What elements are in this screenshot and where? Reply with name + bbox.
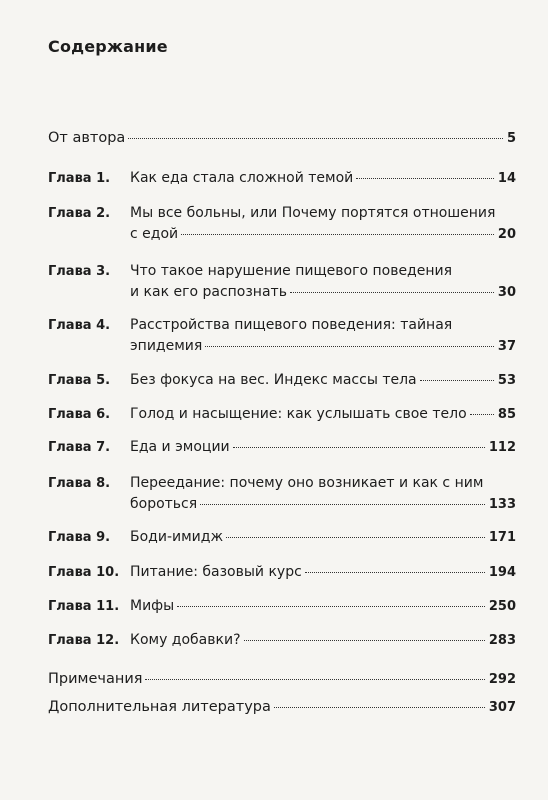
chapter-number: Глава 7. xyxy=(48,440,111,455)
dot-leader xyxy=(205,346,494,347)
toc-page-number: 30 xyxy=(497,285,516,300)
toc-entry-chapter-4[interactable] xyxy=(48,315,516,357)
chapter-title: Боди-имидж xyxy=(130,529,224,545)
toc-entry-chapter-1[interactable] xyxy=(48,168,516,189)
dot-leader xyxy=(128,138,503,139)
toc-entry-chapter-11[interactable] xyxy=(48,596,516,617)
page-title: Содержание xyxy=(48,37,168,56)
chapter-title: Кому добавки? xyxy=(130,632,241,648)
toc-page-number: 53 xyxy=(497,373,516,388)
chapter-number: Глава 11. xyxy=(48,599,120,614)
dot-leader xyxy=(470,414,494,415)
chapter-title-line-2: и как его распознать xyxy=(130,284,287,300)
toc-page-number: 307 xyxy=(488,700,516,715)
dot-leader xyxy=(244,640,485,641)
chapter-title: Еда и эмоции xyxy=(130,439,230,455)
dot-leader xyxy=(181,234,494,235)
chapter-title: Питание: базовый курс xyxy=(130,564,302,580)
chapter-title-line-1: Что такое нарушение пищевого поведения xyxy=(130,263,453,279)
toc-entry-chapter-7[interactable] xyxy=(48,437,516,458)
chapter-title-line-2: бороться xyxy=(130,496,198,512)
toc-entry-chapter-12[interactable] xyxy=(48,630,516,651)
chapter-title-line-1: Расстройства пищевого поведения: тайная xyxy=(130,317,453,333)
chapter-title: Как еда стала сложной темой xyxy=(130,170,354,186)
chapter-number: Глава 8. xyxy=(48,476,111,491)
chapter-title-line-1: Переедание: почему оно возникает и как с ним xyxy=(130,475,484,491)
dot-leader xyxy=(356,178,494,179)
dot-leader xyxy=(305,572,485,573)
dot-leader xyxy=(145,679,484,680)
toc-page-number: 37 xyxy=(497,339,516,354)
toc-page-number: 5 xyxy=(506,131,516,146)
toc-page-number: 14 xyxy=(497,171,516,186)
dot-leader xyxy=(226,537,485,538)
chapter-title-line-2: с едой xyxy=(130,226,179,242)
chapter-number: Глава 12. xyxy=(48,633,120,648)
toc-label: От автора xyxy=(48,130,126,146)
chapter-title: Без фокуса на вес. Индекс массы тела xyxy=(130,372,417,388)
dot-leader xyxy=(200,504,485,505)
toc-entry-chapter-8[interactable] xyxy=(48,473,516,515)
toc-entry-chapter-2[interactable] xyxy=(48,203,516,245)
toc-entry-chapter-9[interactable] xyxy=(48,527,516,548)
toc-page-number: 250 xyxy=(488,599,516,614)
dot-leader xyxy=(274,707,485,708)
toc-entry-further-reading[interactable] xyxy=(48,697,516,718)
toc-page-number: 20 xyxy=(497,227,516,242)
dot-leader xyxy=(233,447,485,448)
toc-page-number: 171 xyxy=(488,530,516,545)
chapter-number: Глава 1. xyxy=(48,171,111,186)
chapter-number: Глава 9. xyxy=(48,530,111,545)
toc-page-number: 133 xyxy=(488,497,516,512)
toc-entry-chapter-5[interactable] xyxy=(48,370,516,391)
chapter-number: Глава 6. xyxy=(48,407,111,422)
toc-page-number: 292 xyxy=(488,672,516,687)
toc-page-number: 85 xyxy=(497,407,516,422)
toc-page-number: 112 xyxy=(488,440,516,455)
toc-page-number: 194 xyxy=(488,565,516,580)
toc-entry-chapter-10[interactable] xyxy=(48,562,516,583)
chapter-number: Глава 3. xyxy=(48,264,111,279)
chapter-title-line-1: Мы все больны, или Почему портятся отношения xyxy=(130,205,496,221)
toc-label: Примечания xyxy=(48,671,143,687)
chapter-title-line-2: эпидемия xyxy=(130,338,203,354)
dot-leader xyxy=(290,292,494,293)
chapter-number: Глава 2. xyxy=(48,206,111,221)
toc-entry-chapter-6[interactable] xyxy=(48,404,516,425)
toc-page-number: 283 xyxy=(488,633,516,648)
toc-entry-chapter-3[interactable] xyxy=(48,261,516,303)
toc-entry-intro[interactable] xyxy=(48,128,516,149)
toc-label: Дополнительная литература xyxy=(48,699,271,715)
chapter-number: Глава 5. xyxy=(48,373,111,388)
dot-leader xyxy=(177,606,485,607)
dot-leader xyxy=(420,380,494,381)
chapter-title: Мифы xyxy=(130,598,175,614)
chapter-number: Глава 4. xyxy=(48,318,111,333)
toc-entry-notes[interactable] xyxy=(48,669,516,690)
chapter-number: Глава 10. xyxy=(48,565,120,580)
chapter-title: Голод и насыщение: как услышать свое тело xyxy=(130,406,467,422)
